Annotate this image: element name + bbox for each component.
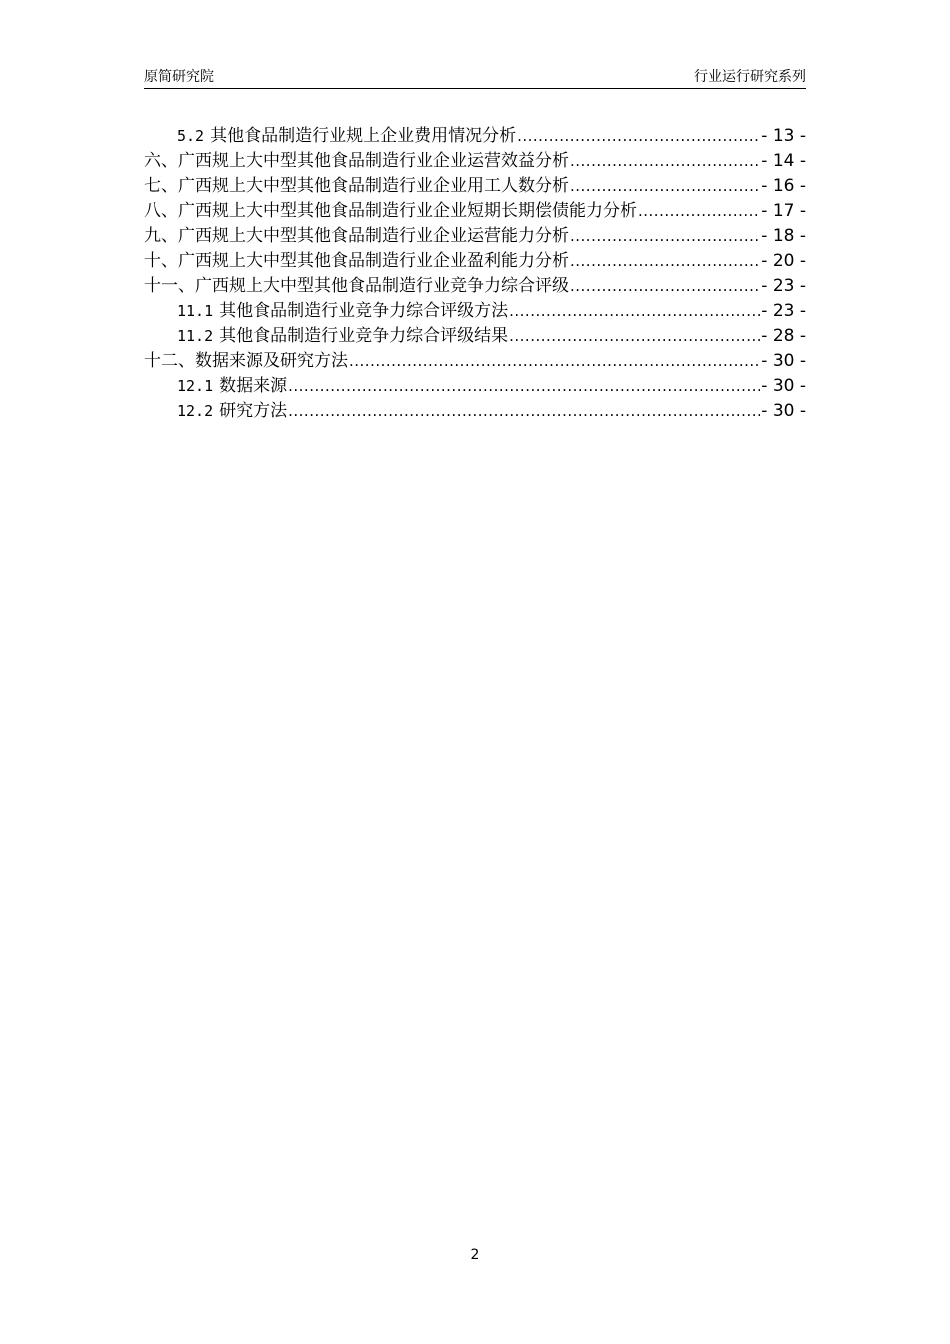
toc-entry-title: 十二、数据来源及研究方法	[144, 351, 348, 371]
toc-dot-leader	[288, 399, 760, 424]
toc-entry-number: 12.2	[177, 402, 214, 420]
toc-entry-page: - 16 -	[761, 176, 806, 196]
toc-entry[interactable]	[144, 124, 806, 149]
toc-entry[interactable]	[144, 374, 806, 399]
toc-entry-title: 七、广西规上大中型其他食品制造行业企业用工人数分析	[144, 176, 569, 196]
toc-entry-page: - 30 -	[761, 351, 806, 371]
toc-entry-page: - 23 -	[761, 301, 806, 321]
toc-entry[interactable]	[144, 349, 806, 374]
toc-entry-title: 十一、广西规上大中型其他食品制造行业竞争力综合评级	[144, 276, 569, 296]
toc-dot-leader	[570, 149, 760, 174]
toc-dot-leader	[570, 174, 760, 199]
toc-entry-title: 九、广西规上大中型其他食品制造行业企业运营能力分析	[144, 226, 569, 246]
page-number: 2	[470, 1247, 480, 1263]
header-organization: 原简研究院	[144, 69, 214, 85]
toc-entry-title: 八、广西规上大中型其他食品制造行业企业短期长期偿债能力分析	[144, 201, 637, 221]
toc-dot-leader	[288, 374, 760, 399]
toc-entry[interactable]	[144, 174, 806, 199]
toc-entry-title: 六、广西规上大中型其他食品制造行业企业运营效益分析	[144, 151, 569, 171]
toc-entry[interactable]	[144, 299, 806, 324]
toc-entry[interactable]	[144, 324, 806, 349]
toc-dot-leader	[570, 224, 760, 249]
header-series-title: 行业运行研究系列	[694, 69, 806, 85]
toc-entry-number: 12.1	[177, 377, 214, 395]
toc-dot-leader	[509, 299, 760, 324]
toc-dot-leader	[570, 249, 760, 274]
toc-entry-page: - 13 -	[761, 126, 806, 146]
toc-entry-title: 其他食品制造行业竞争力综合评级结果	[219, 326, 509, 346]
toc-entry[interactable]	[144, 224, 806, 249]
toc-entry[interactable]	[144, 199, 806, 224]
toc-entry-page: - 28 -	[761, 326, 806, 346]
toc-dot-leader	[638, 199, 760, 224]
toc-entry-page: - 18 -	[761, 226, 806, 246]
toc-entry-page: - 23 -	[761, 276, 806, 296]
toc-entry-page: - 30 -	[761, 376, 806, 396]
toc-dot-leader	[517, 124, 760, 149]
table-of-contents	[144, 124, 806, 424]
toc-entry-number: 11.1	[177, 302, 214, 320]
toc-entry-title: 其他食品制造行业规上企业费用情况分析	[210, 126, 517, 146]
toc-dot-leader	[509, 324, 760, 349]
toc-entry-number: 5.2	[177, 127, 205, 145]
toc-entry-title: 其他食品制造行业竞争力综合评级方法	[219, 301, 509, 321]
toc-entry[interactable]	[144, 399, 806, 424]
toc-entry-title: 研究方法	[219, 401, 288, 421]
toc-entry-page: - 20 -	[761, 251, 806, 271]
toc-entry-page: - 14 -	[761, 151, 806, 171]
toc-entry-title: 十、广西规上大中型其他食品制造行业企业盈利能力分析	[144, 251, 569, 271]
toc-dot-leader	[349, 349, 760, 374]
page-header	[144, 68, 806, 89]
toc-entry[interactable]	[144, 274, 806, 299]
toc-entry-page: - 17 -	[761, 201, 806, 221]
toc-entry-page: - 30 -	[761, 401, 806, 421]
toc-entry-title: 数据来源	[219, 376, 288, 396]
toc-entry[interactable]	[144, 249, 806, 274]
toc-dot-leader	[570, 274, 760, 299]
toc-entry-number: 11.2	[177, 327, 214, 345]
toc-entry[interactable]	[144, 149, 806, 174]
